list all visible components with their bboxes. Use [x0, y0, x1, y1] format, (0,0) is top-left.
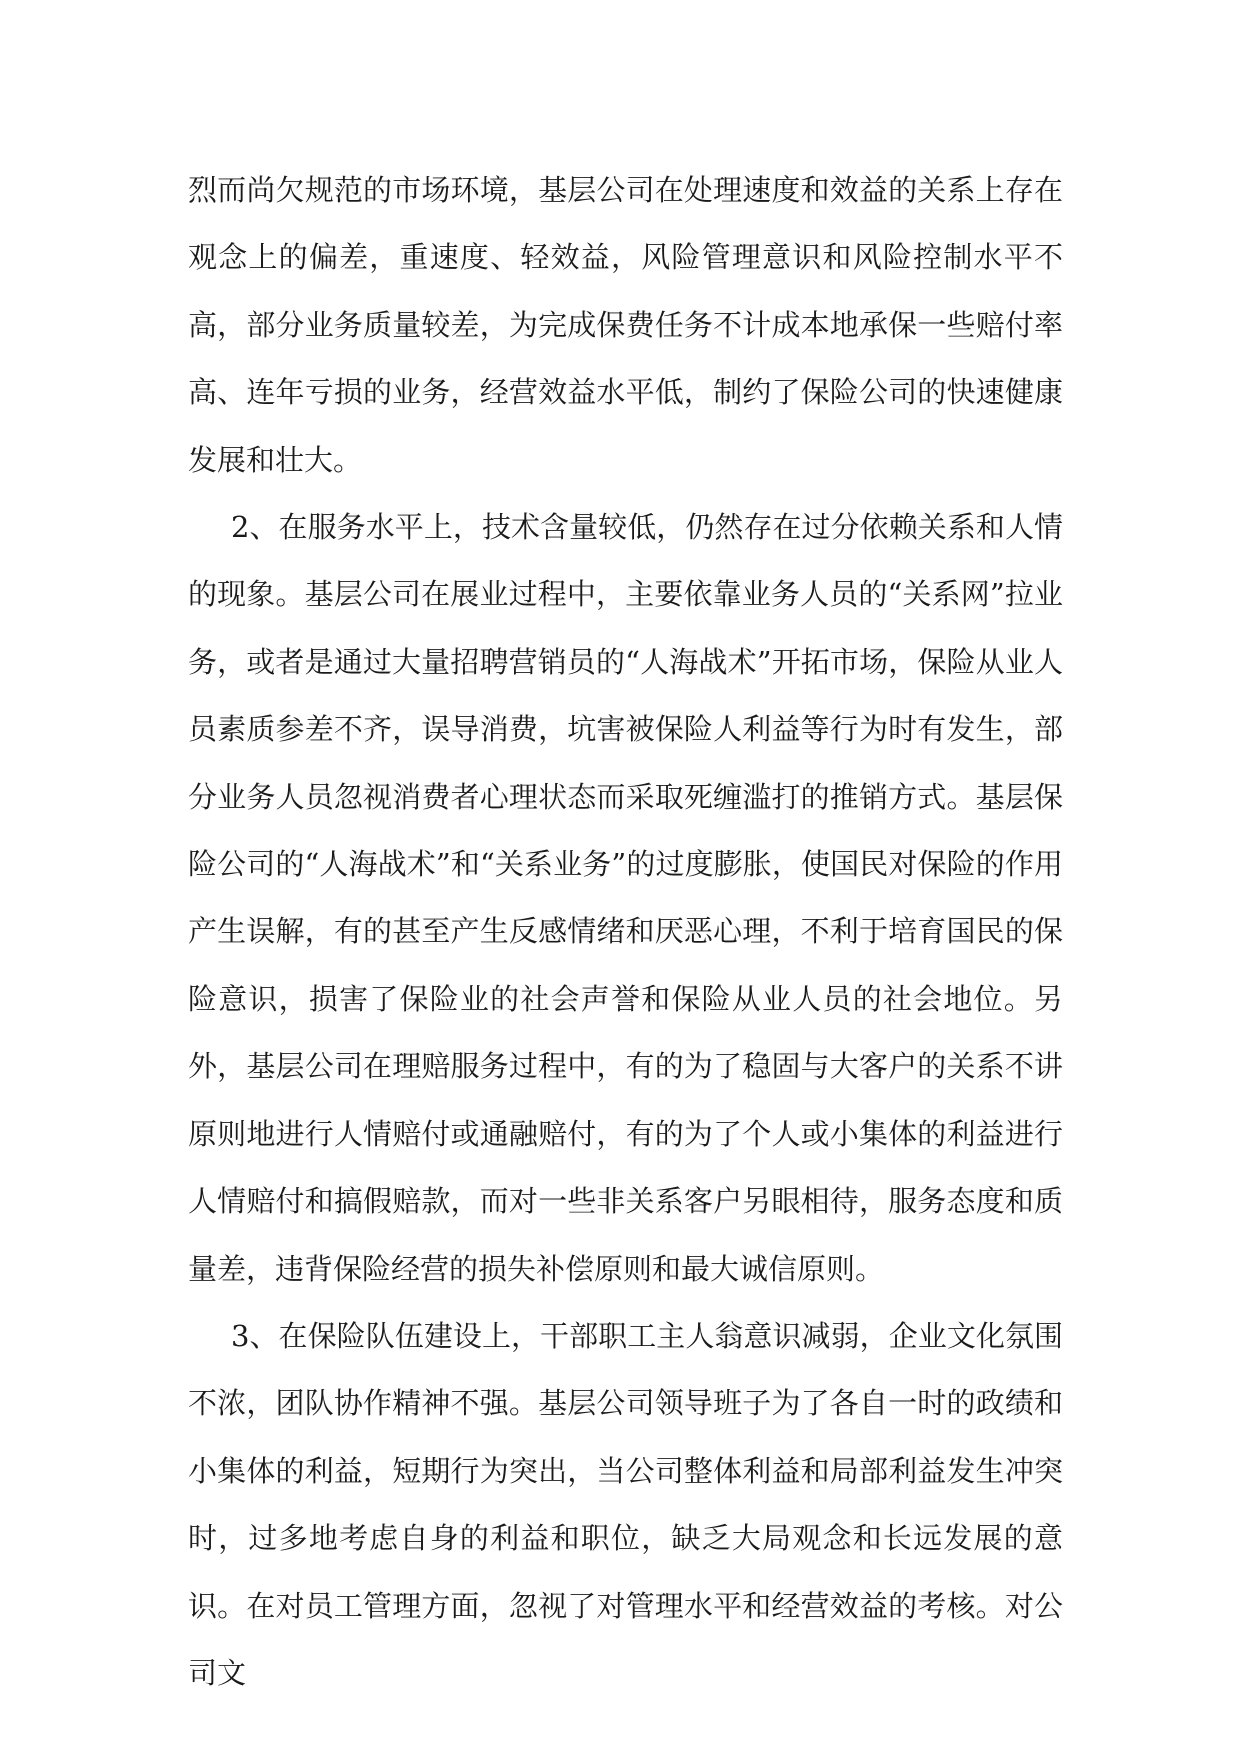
paragraph-service-level: 2、在服务水平上，技术含量较低，仍然存在过分依赖关系和人情的现象。基层公司在展业过程中，主要依靠业务人员的“关系网”拉业务，或者是通过大量招聘营销员的“人海战术”开拓市场，保险从业人员素质参差不齐，误导消费，坑害被保险人利益等行为时有发生，部分业务人员忽视消费者心理状态而采取死缠滥打的推销方式。基层保险公司的“人海战术”和“关系业务”的过度膨胀，使国民对保险的作用产生误解，有的甚至产生反感情绪和厌恶心理，不利于培育国民的保险意识，损害了保险业的社会声誉和保险从业人员的社会地位。另外，基层公司在理赔服务过程中，有的为了稳固与大客户的关系不讲原则地进行人情赔付或通融赔付，有的为了个人或小集体的利益进行人情赔付和搞假赔款，而对一些非关系客户另眼相待，服务态度和质量差，违背保险经营的损失补偿原则和最大诚信原则。 [188, 510, 1063, 1286]
paragraph-team-building: 3、在保险队伍建设上，干部职工主人翁意识减弱，企业文化氛围不浓，团队协作精神不强。基层公司领导班子为了各自一时的政绩和小集体的利益，短期行为突出，当公司整体利益和局部利益发生冲突时，过多地考虑自身的利益和职位，缺乏大局观念和长远发展的意识。在对员工管理方面，忽视了对管理水平和经营效益的考核。对公司文 [188, 1318, 1063, 1690]
paragraph-continuation: 烈而尚欠规范的市场环境，基层公司在处理速度和效益的关系上存在观念上的偏差，重速度、轻效益，风险管理意识和风险控制水平不高，部分业务质量较差，为完成保费任务不计成本地承保一些赔付率高、连年亏损的业务，经营效益水平低，制约了保险公司的快速健康发展和壮大。 [188, 173, 1063, 477]
document-body [188, 157, 1063, 1707]
